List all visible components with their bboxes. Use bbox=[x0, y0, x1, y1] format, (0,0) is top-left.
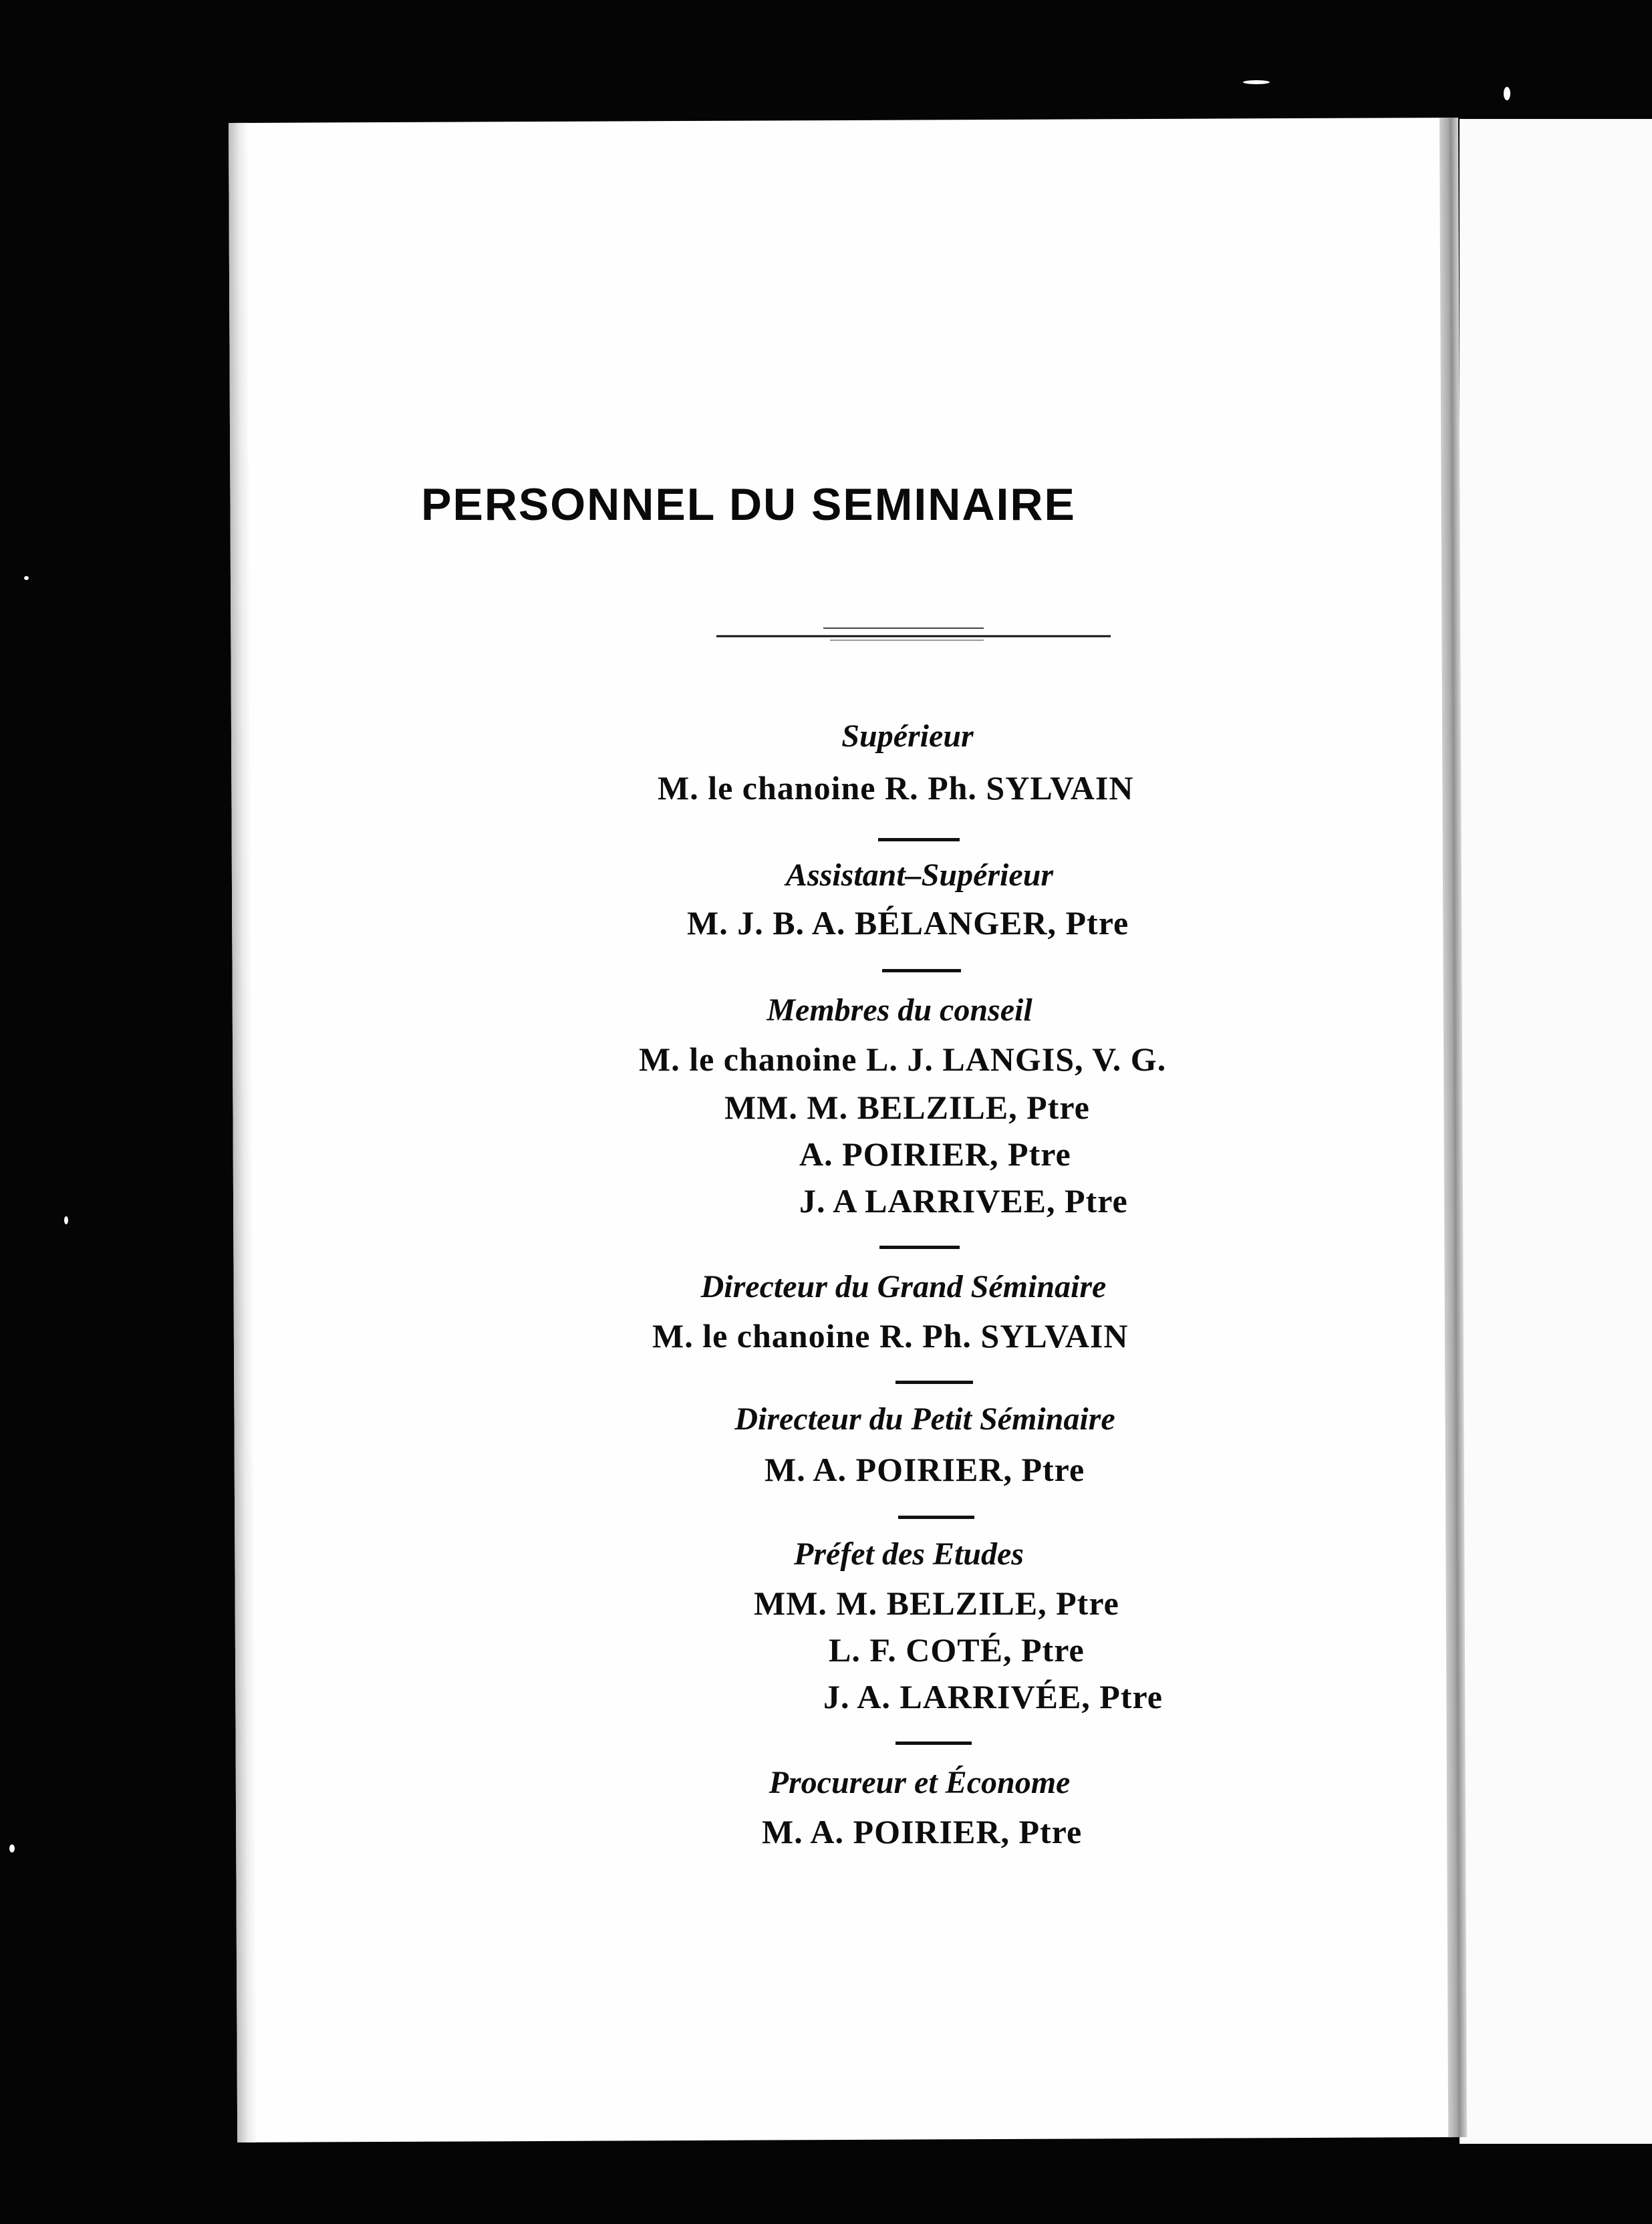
section-heading-procureur-et-econome: Procureur et Économe bbox=[769, 1765, 1071, 1800]
section-divider bbox=[879, 1246, 960, 1249]
section-line: MM. M. BELZILE, Ptre bbox=[724, 1089, 1090, 1126]
section-heading-assistant-superieur: Assistant–Supérieur bbox=[785, 857, 1054, 893]
section-heading-membres-du-conseil: Membres du conseil bbox=[767, 992, 1032, 1028]
section-line: M. le chanoine L. J. LANGIS, V. G. bbox=[639, 1040, 1167, 1078]
section-divider bbox=[896, 1742, 972, 1745]
section-line: L. F. COTÉ, Ptre bbox=[829, 1631, 1085, 1669]
page-left-edge bbox=[229, 123, 256, 2142]
section-divider bbox=[896, 1381, 973, 1384]
section-line: A. POIRIER, Ptre bbox=[799, 1135, 1071, 1173]
section-line: M. A. POIRIER, Ptre bbox=[765, 1451, 1085, 1488]
section-divider bbox=[878, 838, 960, 841]
section-line: M. A. POIRIER, Ptre bbox=[762, 1813, 1083, 1850]
section-line: M. le chanoine R. Ph. SYLVAIN bbox=[658, 769, 1134, 807]
page-title: PERSONNEL DU SEMINAIRE bbox=[421, 479, 1076, 530]
section-line: M. J. B. A. BÉLANGER, Ptre bbox=[687, 904, 1129, 942]
section-line: J. A. LARRIVÉE, Ptre bbox=[823, 1678, 1163, 1715]
section-line: J. A LARRIVEE, Ptre bbox=[799, 1182, 1128, 1220]
section-heading-prefet-des-etudes: Préfet des Etudes bbox=[794, 1536, 1024, 1572]
section-heading-directeur-grand-seminaire: Directeur du Grand Séminaire bbox=[700, 1269, 1107, 1304]
section-line: M. le chanoine R. Ph. SYLVAIN bbox=[652, 1317, 1129, 1355]
title-ornament-rule bbox=[716, 621, 1111, 642]
section-line: MM. M. BELZILE, Ptre bbox=[754, 1584, 1119, 1622]
section-divider bbox=[898, 1516, 974, 1519]
section-heading-superieur: Supérieur bbox=[841, 718, 974, 754]
section-heading-directeur-petit-seminaire: Directeur du Petit Séminaire bbox=[734, 1401, 1115, 1437]
section-divider bbox=[882, 969, 961, 972]
facing-page-edge bbox=[1460, 119, 1652, 2144]
